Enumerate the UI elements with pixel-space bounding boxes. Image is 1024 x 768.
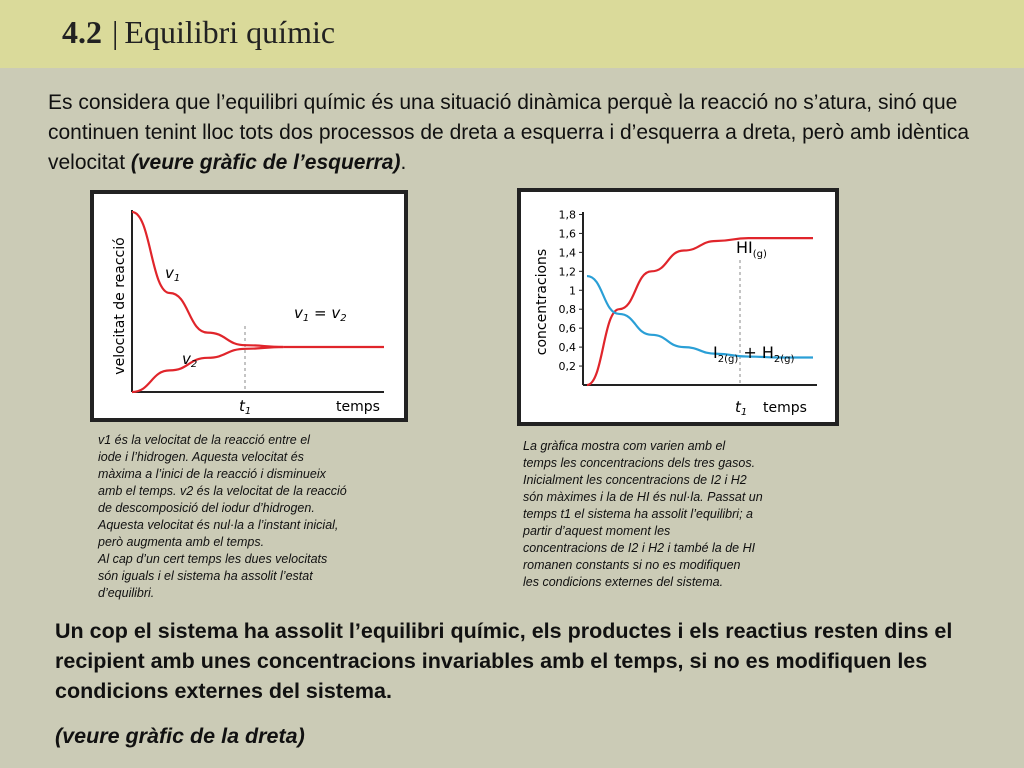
conclusion-paragraph: Un cop el sistema ha assolit l’equilibri químic, els productes i els reactius resten dins el recipient amb unes concentracions invariables amb el temps, si no es modifiquen les condicions externes del sistema. — [55, 619, 953, 703]
y-tick-label: 1,2 — [558, 265, 576, 279]
y-tick-label: 0,8 — [558, 303, 576, 317]
caption-line: amb el temps. v2 és la velocitat de la reacció — [98, 484, 347, 498]
title-separator: | — [112, 14, 119, 50]
reactants-curve — [587, 276, 813, 357]
v2-label: $v_2$ — [182, 350, 198, 370]
caption-line: romanen constants si no es modifiquen — [523, 558, 741, 572]
caption-line: són màximes i la de HI és nul·la. Passat un — [523, 490, 763, 504]
y-tick-label: 1,8 — [558, 208, 576, 222]
y-tick-label: 1,6 — [558, 227, 576, 241]
y-tick-label: 0,2 — [558, 360, 576, 374]
y-tick-label: 0,6 — [558, 322, 576, 336]
v1-curve — [132, 212, 283, 347]
section-number: 4.2 — [62, 14, 102, 50]
y-tick-label: 0,4 — [558, 341, 576, 355]
concentration-graph — [521, 192, 835, 422]
caption-line: La gràfica mostra com varien amb el — [523, 439, 726, 453]
right-y-axis-label: concentracions — [534, 248, 550, 356]
title-bar — [0, 0, 1024, 68]
caption-line: temps t1 el sistema ha assolit l’equilibri; a — [523, 507, 753, 521]
right-x-axis-label: temps — [763, 400, 807, 416]
reactants-label: $I_{2(g)} + H_{2(g)}$ — [713, 343, 795, 365]
section-title: Equilibri químic — [124, 14, 336, 50]
y-tick-label: 1 — [569, 284, 576, 298]
v1-equals-v2-label: $v_1 = v_2$ — [294, 304, 347, 324]
intro-end: . — [400, 151, 407, 174]
caption-line: concentracions de I2 i H2 i també la de HI — [523, 541, 756, 555]
intro-emphasis: (veure gràfic de l’esquerra) — [130, 151, 401, 174]
caption-line: són iguals i el sistema ha assolit l’estat — [98, 569, 313, 583]
velocity-caption — [98, 432, 398, 602]
velocity-graph — [94, 194, 404, 418]
caption-line: v1 és la velocitat de la reacció entre el — [98, 433, 310, 447]
left-t1-label: $t_1$ — [239, 397, 252, 417]
caption-line: temps les concentracions dels tres gasos. — [523, 456, 756, 470]
concentration-caption — [523, 438, 813, 591]
page-title — [62, 14, 335, 51]
conclusion-reference: (veure gràfic de la dreta) — [55, 724, 305, 748]
caption-line: de descomposició del iodur d’hidrogen. — [98, 501, 315, 515]
caption-line: Inicialment les concentracions de I2 i H2 — [523, 473, 747, 487]
right-t1-label: $t_1$ — [735, 398, 748, 418]
v2-curve — [132, 347, 283, 392]
caption-line: iode i l’hidrogen. Aquesta velocitat és — [98, 450, 304, 464]
intro-paragraph — [48, 88, 988, 178]
y-tick-label: 1,4 — [558, 246, 576, 260]
caption-line: Aquesta velocitat és nul·la a l’instant inicial, — [98, 518, 339, 532]
caption-line: Al cap d’un cert temps les dues velocitats — [98, 552, 328, 566]
caption-line: les condicions externes del sistema. — [523, 575, 724, 589]
concentration-graph-panel — [517, 188, 839, 426]
caption-line: màxima a l’inici de la reacció i disminueix — [98, 467, 326, 481]
caption-line: d’equilibri. — [98, 586, 155, 600]
hi-label: $HI_{(g)}$ — [736, 238, 767, 260]
v1-label: $v_1$ — [165, 264, 181, 284]
intro-text: Es considera que l’equilibri químic és una situació dinàmica perquè la reacció no s’atura, sinó que continuen tenint lloc tots dos processos de dreta a esquerra i d’esquerra a dreta, però amb idèntica velocitat — [48, 91, 970, 174]
caption-line: partir d’aquest moment les — [523, 524, 671, 538]
right-y-ticks — [559, 208, 584, 373]
velocity-graph-panel — [90, 190, 408, 422]
left-x-axis-label: temps — [336, 399, 380, 415]
left-y-axis-label: velocitat de reacció — [112, 237, 128, 375]
caption-line: però augmenta amb el temps. — [98, 535, 265, 549]
